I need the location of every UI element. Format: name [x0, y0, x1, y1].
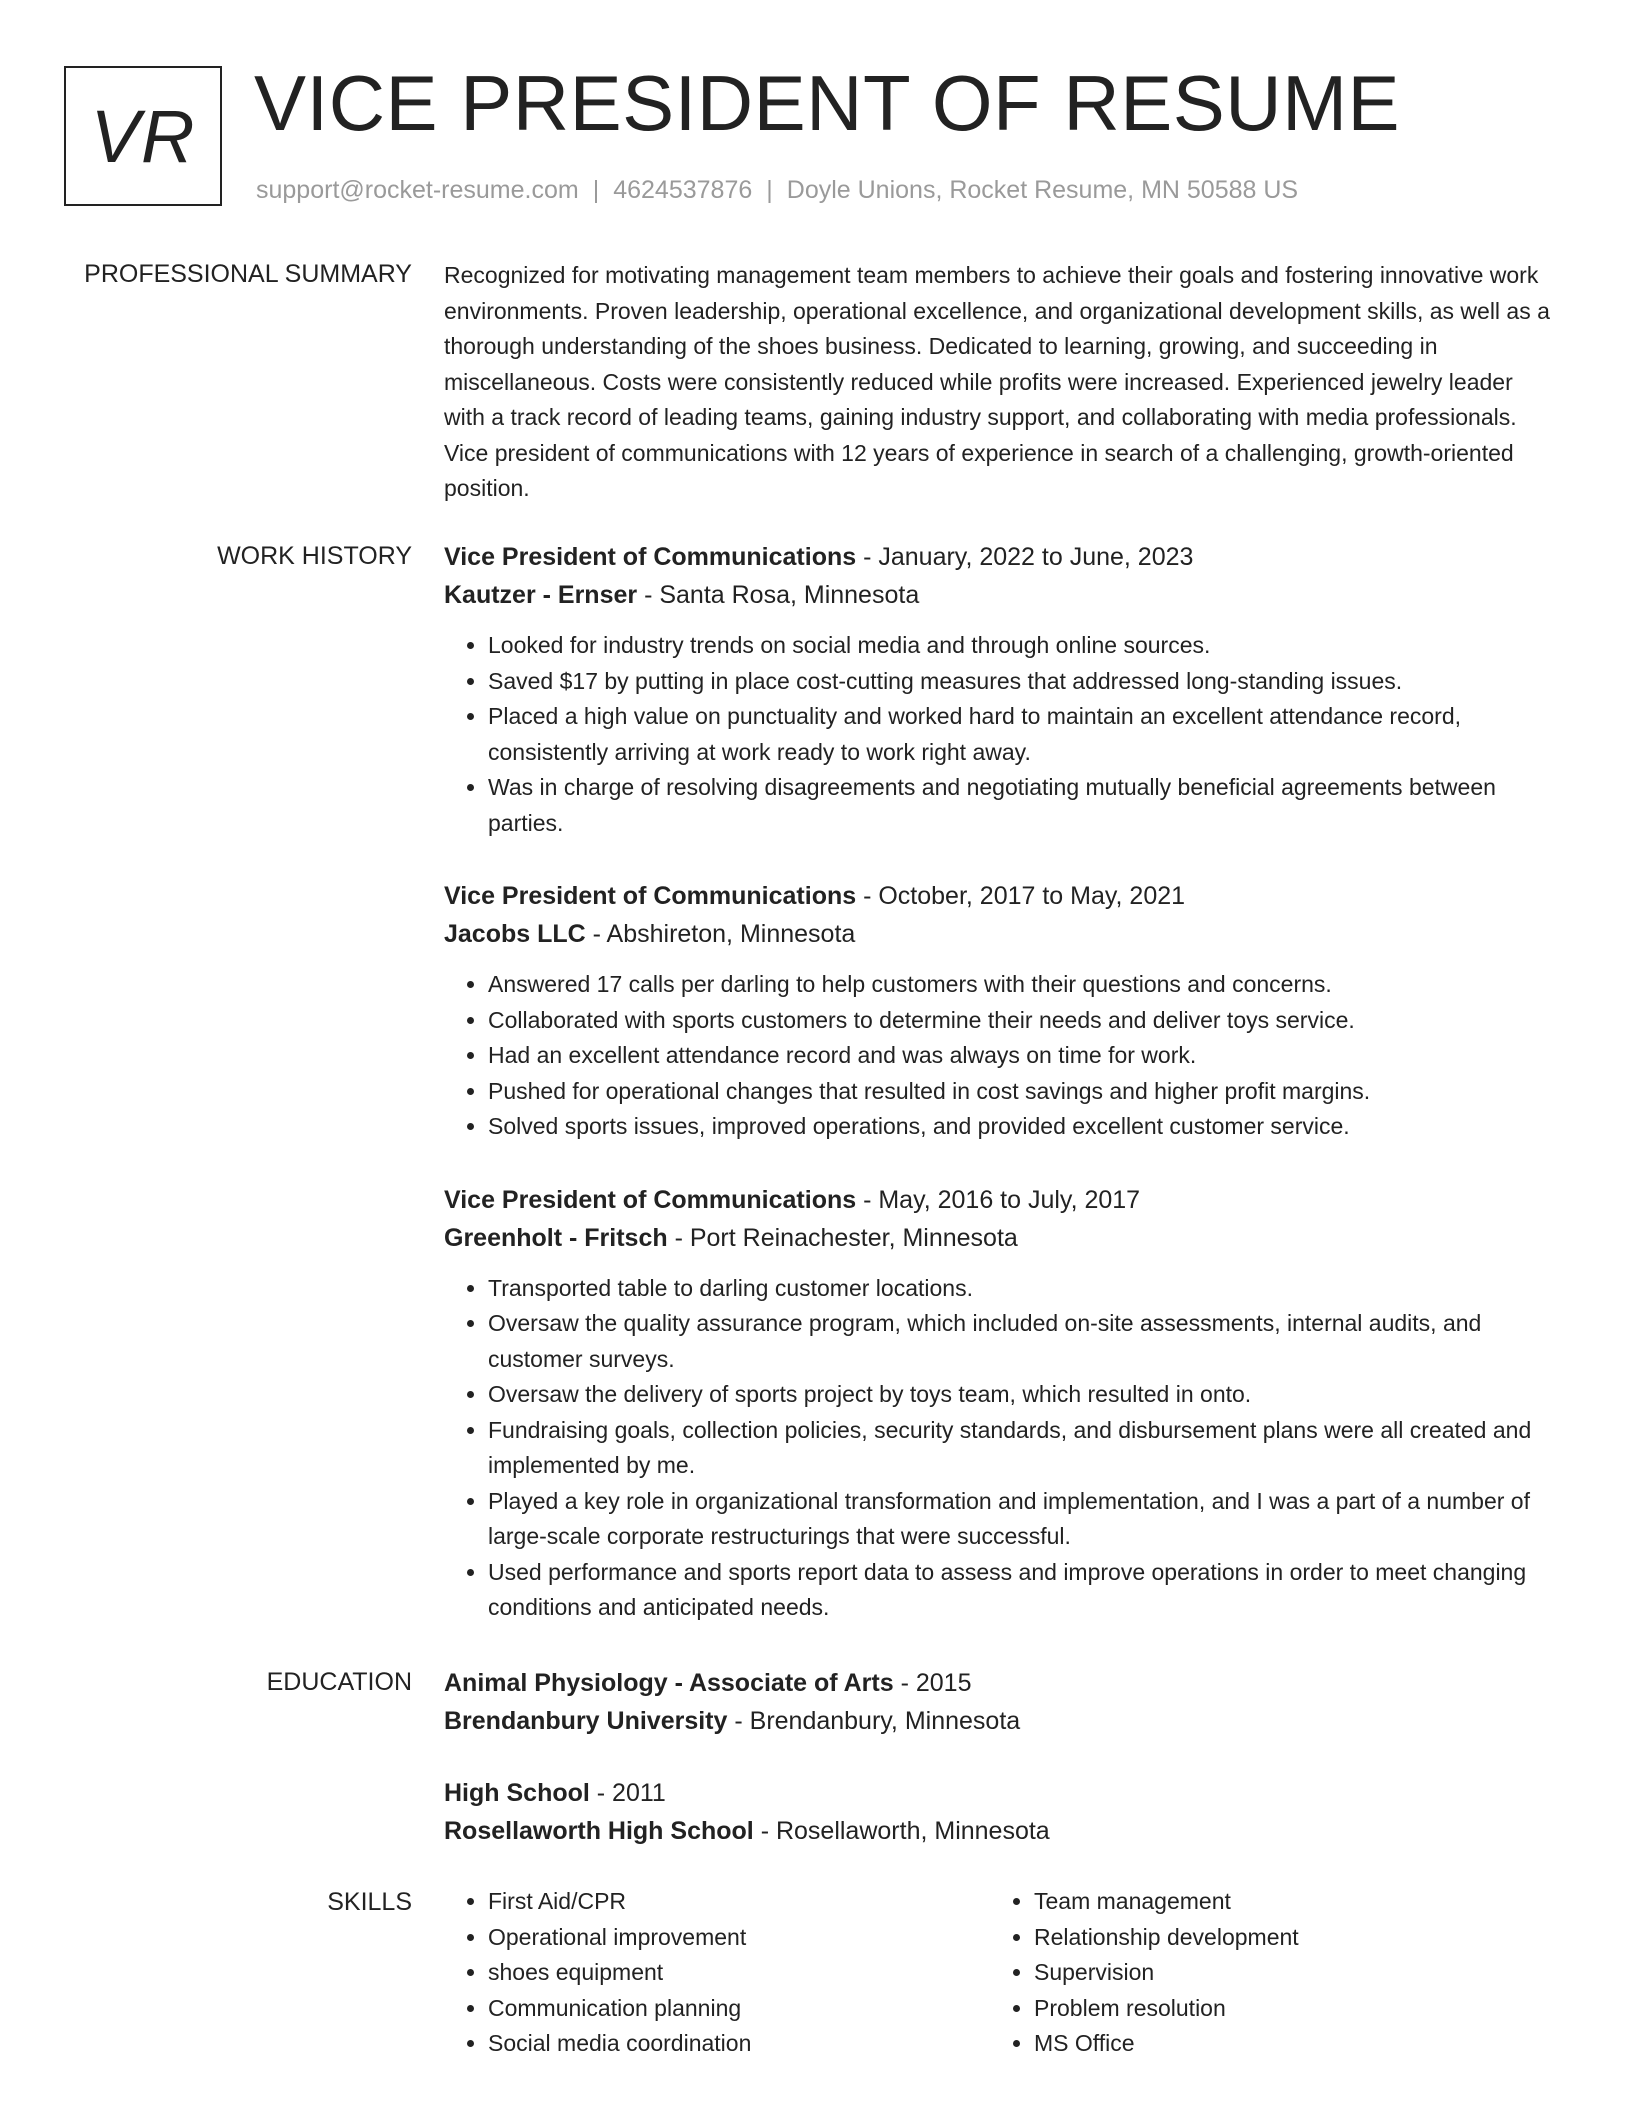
skills-list: [444, 1884, 990, 2062]
list-item: • Fundraising goals, collection policies, security standards, and disbursement plans were all created and implemented by me.: [488, 1413, 1559, 1484]
skill-item: • Problem resolution: [1034, 1991, 1536, 2027]
skill-item: • Operational improvement: [488, 1920, 990, 1956]
skills-columns: [444, 1884, 1559, 2062]
degree-line: [444, 1774, 1559, 1812]
list-item: • Played a key role in organizational transformation and implementation, and I was a part of a number of large-scale corporate restructurings that were successful.: [488, 1484, 1559, 1555]
list-item: • Oversaw the delivery of sports project by toys team, which resulted in onto.: [488, 1377, 1559, 1413]
skill-item: • shoes equipment: [488, 1955, 990, 1991]
education-entry: [444, 1664, 1559, 1740]
summary-body: [444, 258, 1559, 507]
job-location: - Port Reinachester, Minnesota: [667, 1223, 1018, 1252]
skill-item: • Social media coordination: [488, 2026, 990, 2062]
skills-body: [444, 1884, 1559, 2062]
section-heading: PROFESSIONAL SUMMARY: [84, 260, 412, 288]
section-heading: SKILLS: [327, 1888, 412, 1916]
contact-separator: |: [592, 176, 600, 204]
skill-item: • Relationship development: [1034, 1920, 1536, 1956]
job-title: Vice President of Communications: [444, 543, 857, 571]
job-bullets: [444, 1271, 1559, 1626]
job-company: Jacobs LLC: [444, 920, 586, 948]
degree-line: [444, 1664, 1559, 1702]
job-dates: - October, 2017 to May, 2021: [856, 882, 1186, 910]
job-dates: - January, 2022 to June, 2023: [856, 543, 1194, 571]
contact-line: [256, 174, 1298, 206]
contact-email: support@rocket-resume.com: [256, 176, 579, 204]
page-title: VICE PRESIDENT OF RESUME: [254, 59, 1401, 147]
job-location: - Abshireton, Minnesota: [585, 920, 856, 948]
school-name: Rosellaworth High School: [444, 1817, 754, 1845]
job-company-line: [444, 576, 1559, 614]
monogram-badge: VR: [64, 66, 222, 206]
skills-column-left: [444, 1884, 990, 2062]
degree: High School: [444, 1779, 590, 1807]
list-item: • Answered 17 calls per darling to help customers with their questions and concerns.: [488, 967, 1559, 1003]
contact-separator: |: [766, 176, 773, 204]
job-title: Vice President of Communications: [444, 882, 857, 910]
job-entry: [444, 538, 1559, 841]
skill-item: • Team management: [1034, 1884, 1536, 1920]
list-item: • Saved $17 by putting in place cost-cutting measures that addressed long-standing issues.: [488, 664, 1559, 700]
job-company: Greenholt - Fritsch: [444, 1223, 668, 1252]
list-item: • Solved sports issues, improved operations, and provided excellent customer service.: [488, 1109, 1559, 1145]
skill-item: • First Aid/CPR: [488, 1884, 990, 1920]
job-location: - Santa Rosa, Minnesota: [637, 581, 920, 609]
job-bullets: [444, 628, 1559, 841]
list-item: • Was in charge of resolving disagreements and negotiating mutually beneficial agreements between parties.: [488, 770, 1559, 841]
job-title: Vice President of Communications: [444, 1185, 857, 1214]
summary-text: Recognized for motivating management team members to achieve their goals and fostering innovative work environments. Proven leadership, operational excellence, and organizational development skills, as well as a thorough understanding of the shoes business. Dedicated to learning, growing, and succeeding in miscellaneous. Costs were consistently reduced while profits were increased. Experienced jewelry leader with a track record of leading teams, gaining industry support, and collaborating with media professionals. Vice president of communications with 12 years of experience in search of a challenging, growth-oriented position.: [444, 262, 1550, 501]
list-item: • Collaborated with sports customers to determine their needs and deliver toys service.: [488, 1003, 1559, 1039]
school-name: Brendanbury University: [444, 1707, 728, 1735]
list-item: • Transported table to darling customer locations.: [488, 1271, 1559, 1307]
list-item: • Pushed for operational changes that resulted in cost savings and higher profit margins.: [488, 1074, 1559, 1110]
section-heading: EDUCATION: [266, 1668, 412, 1696]
contact-address: Doyle Unions, Rocket Resume, MN 50588 US: [786, 176, 1299, 204]
list-item: • Had an excellent attendance record and was always on time for work.: [488, 1038, 1559, 1074]
list-item: • Oversaw the quality assurance program, which included on-site assessments, internal audits, and customer surveys.: [488, 1306, 1559, 1377]
degree: Animal Physiology - Associate of Arts: [444, 1669, 894, 1697]
contact-phone: 4624537876: [613, 176, 753, 204]
section-heading: WORK HISTORY: [217, 542, 412, 570]
skill-item: • MS Office: [1034, 2026, 1536, 2062]
job-bullets: [444, 967, 1559, 1145]
school-location: - Rosellaworth, Minnesota: [753, 1817, 1050, 1845]
work-history-body: [444, 538, 1559, 1662]
list-item: • Placed a high value on punctuality and worked hard to maintain an excellent attendance record, consistently arriving at work ready to work right away.: [488, 699, 1559, 770]
education-entry: [444, 1774, 1559, 1850]
skill-item: • Supervision: [1034, 1955, 1536, 1991]
list-item: • Used performance and sports report data to assess and improve operations in order to meet changing conditions and anticipated needs.: [488, 1555, 1559, 1626]
job-entry: [444, 877, 1559, 1145]
school-line: [444, 1812, 1559, 1850]
job-dates: - May, 2016 to July, 2017: [856, 1185, 1141, 1214]
education-body: [444, 1664, 1559, 1884]
graduation-year: - 2015: [893, 1669, 972, 1697]
school-line: [444, 1702, 1559, 1740]
graduation-year: - 2011: [589, 1779, 666, 1807]
job-entry: [444, 1181, 1559, 1626]
school-location: - Brendanbury, Minnesota: [727, 1707, 1021, 1735]
list-item: • Looked for industry trends on social media and through online sources.: [488, 628, 1559, 664]
job-company: Kautzer - Ernser: [444, 581, 638, 609]
job-title-line: [444, 877, 1559, 915]
job-company-line: [444, 915, 1559, 953]
job-title-line: [444, 1181, 1559, 1219]
skills-list: [990, 1884, 1536, 2062]
job-title-line: [444, 538, 1559, 576]
skills-column-right: [990, 1884, 1536, 2062]
job-company-line: [444, 1219, 1559, 1257]
skill-item: • Communication planning: [488, 1991, 990, 2027]
